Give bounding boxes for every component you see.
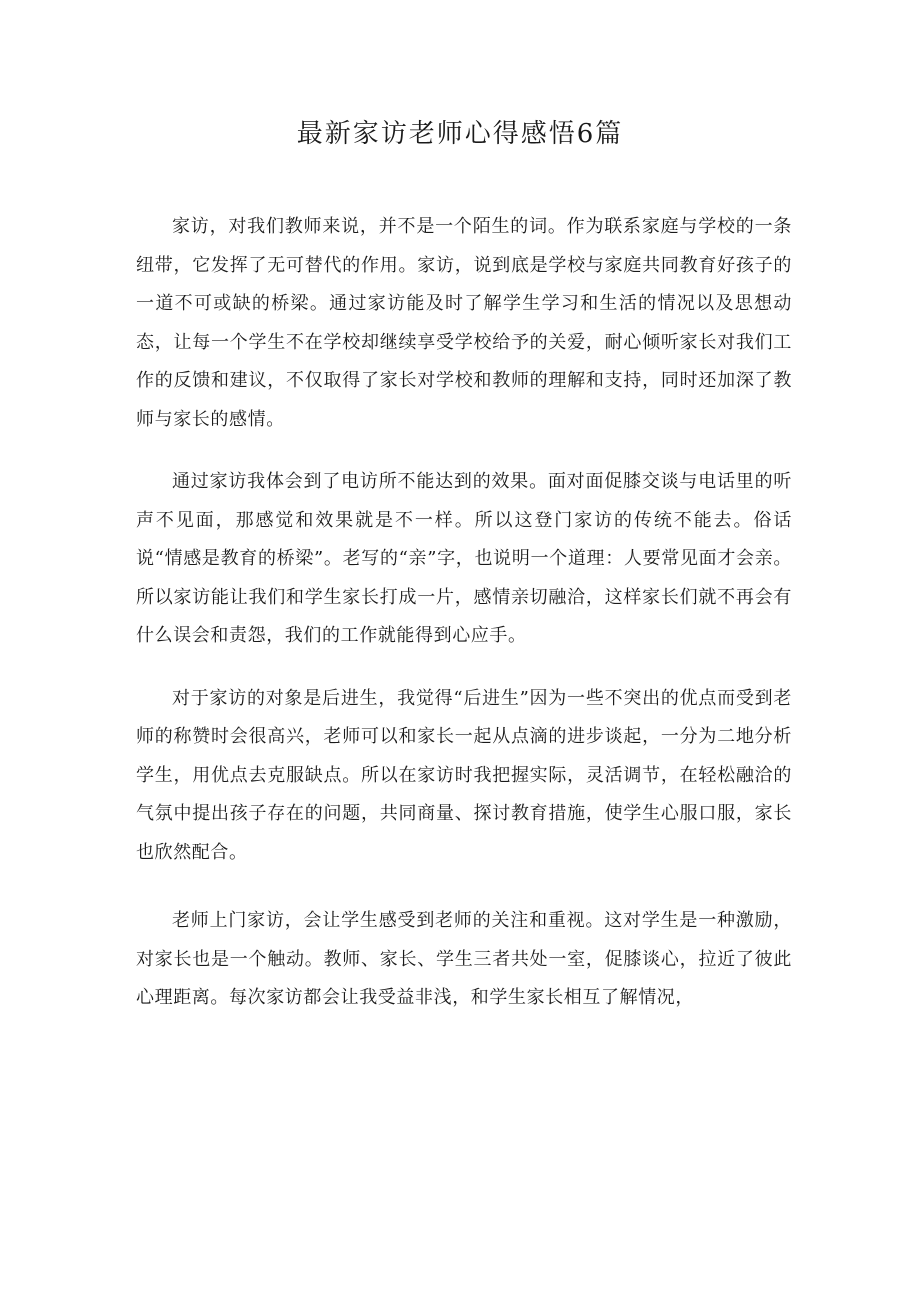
paragraph-4: 老师上门家访，会让学生感受到老师的关注和重视。这对学生是一种激励，对家长也是一个触动。教师、家长、学生三者共处一室，促膝谈心，拉近了彼此心理距离。每次家访都会让我受益非浅，和学生家长相互了解情况， [136, 910, 792, 1008]
paragraph-1: 家访，对我们教师来说，并不是一个陌生的词。作为联系家庭与学校的一条纽带，它发挥了无可替代的作用。家访，说到底是学校与家庭共同教育好孩子的一道不可或缺的桥梁。通过家访能及时了解学生学习和生活的情况以及思想动态，让每一个学生不在学校却继续享受学校给予的关爱，耐心倾听家长对我们工作的反馈和建议，不仅取得了家长对学校和教师的理解和支持，同时还加深了教师与家长的感情。 [136, 216, 792, 430]
paragraph-2: 通过家访我体会到了电访所不能达到的效果。面对面促膝交谈与电话里的听声不见面，那感觉和效果就是不一样。所以这登门家访的传统不能去。俗话说“情感是教育的桥梁”。老写的“亲”字，也说明一个道理：人要常见面才会亲。所以家访能让我们和学生家长打成一片，感情亲切融洽，这样家长们就不再会有什么误会和责怨，我们的工作就能得到心应手。 [136, 471, 792, 646]
document-body [136, 208, 792, 1042]
document-title: 最新家访老师心得感悟6篇 [296, 119, 624, 149]
paragraph-3: 对于家访的对象是后进生，我觉得“后进生”因为一些不突出的优点而受到老师的称赞时会很高兴，老师可以和家长一起从点滴的进步谈起，一分为二地分析学生，用优点去克服缺点。所以在家访时我把握实际，灵活调节，在轻松融洽的气氛中提出孩子存在的问题，共同商量、探讨教育措施，使学生心服口服，家长也欣然配合。 [136, 687, 792, 863]
